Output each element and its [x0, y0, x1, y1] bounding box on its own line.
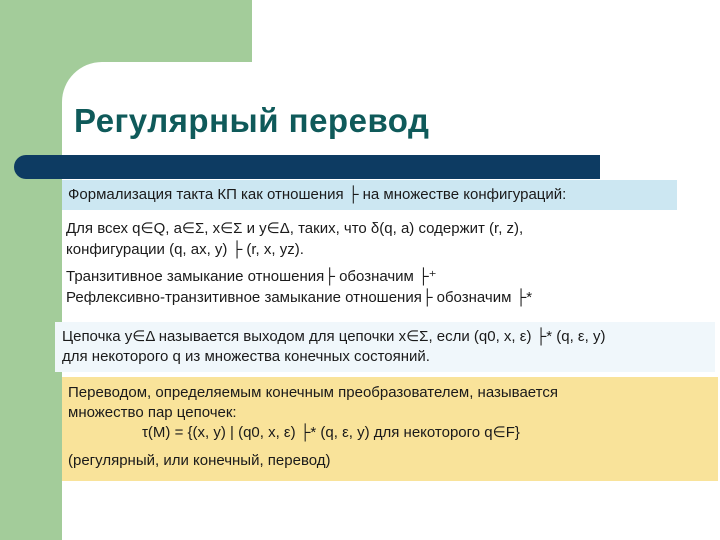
configuration-definition	[66, 218, 523, 260]
configuration-line-1: Для всех q∈Q, a∈Σ, x∈Σ и y∈Δ, таких, что δ(q, a) содержит (r, z),	[66, 220, 524, 237]
translation-line-2: множество пар цепочек:	[68, 404, 237, 421]
reflexive-transitive-closure-line: Рефлексивно-транзитивное замыкание отношения├ обозначим ├*	[66, 289, 533, 306]
translation-definition-box	[62, 377, 718, 481]
translation-line-1: Переводом, определяемым конечным преобразователем, называется	[68, 384, 558, 401]
slide-title: Регулярный перевод	[74, 102, 430, 139]
closure-definitions	[66, 266, 532, 308]
chain-output-box	[55, 322, 715, 372]
decorative-green-strip	[0, 0, 62, 540]
formalization-box: Формализация такта КП как отношения ├ на множестве конфигураций:	[62, 180, 677, 210]
translation-formula: τ(M) = {(x, y) | (q0, x, ε) ├* (q, ε, y) для некоторого q∈F}	[142, 424, 520, 441]
chain-output-line-2: для некоторого q из множества конечных состояний.	[62, 348, 430, 365]
transitive-closure-line: Транзитивное замыкание отношения├ обозначим ├⁺	[66, 268, 437, 285]
chain-output-line-1: Цепочка y∈Δ называется выходом для цепочки x∈Σ, если (q0, x, ε) ├* (q, ε, y)	[62, 328, 606, 345]
title-divider-bar	[14, 155, 600, 179]
translation-note: (регулярный, или конечный, перевод)	[68, 452, 331, 469]
configuration-line-2: конфигурации (q, ax, y) ├ (r, x, yz).	[66, 241, 304, 258]
